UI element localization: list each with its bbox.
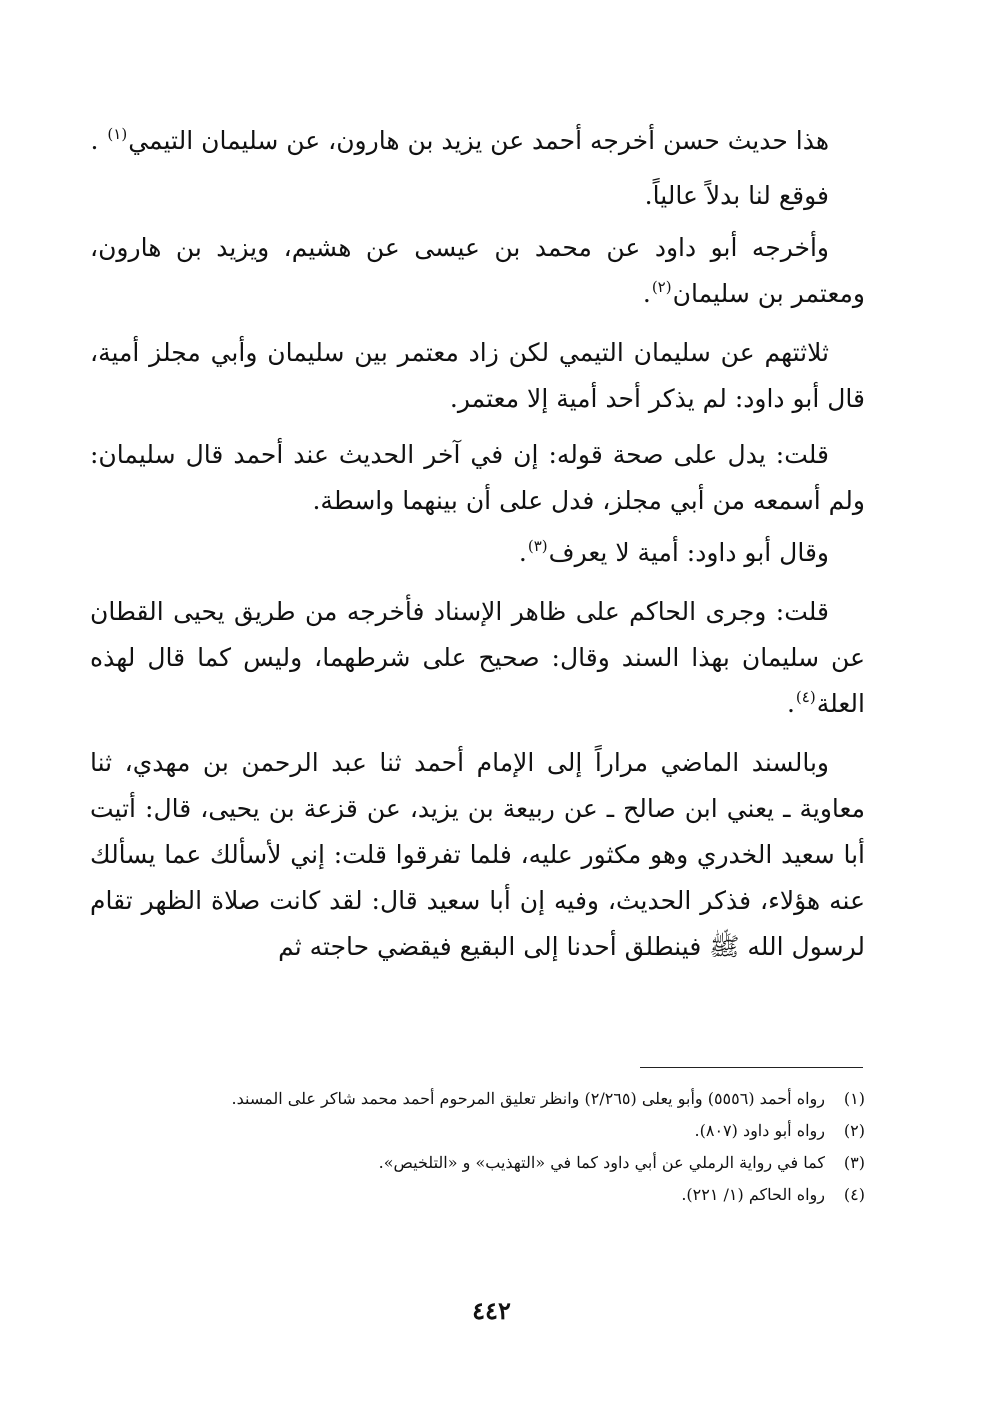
paragraph-text: ثلاثتهم عن سليمان التيمي لكن زاد معتمر بين سليمان وأبي مجلز أمية، قال أبو داود: لم يذكر أحد أمية إلا معتمر. bbox=[90, 338, 865, 413]
paragraph-2 bbox=[90, 173, 865, 219]
footnote-4 bbox=[90, 1179, 865, 1211]
paragraph-1 bbox=[90, 118, 865, 167]
footnote-text: كما في رواية الرملي عن أبي داود كما في «التهذيب» و «التلخيص». bbox=[378, 1153, 825, 1172]
paragraph-text: قلت: وجرى الحاكم على ظاهر الإسناد فأخرجه من طريق يحيى القطان عن سليمان بهذا السند وقال: صحيح على شرطهما، وليس كما قال لهذه العلة bbox=[90, 597, 865, 718]
paragraph-3 bbox=[90, 225, 865, 320]
footnote-number: (٢) bbox=[843, 1121, 865, 1140]
footnote-1 bbox=[90, 1083, 865, 1115]
footnote-number: (٣) bbox=[843, 1153, 865, 1172]
paragraph-text: وقال أبو داود: أمية لا يعرف bbox=[548, 538, 829, 567]
paragraph-text: هذا حديث حسن أخرجه أحمد عن يزيد بن هارون، عن سليمان التيمي bbox=[128, 126, 829, 155]
paragraph-end: . bbox=[642, 279, 651, 308]
main-text bbox=[90, 118, 865, 980]
paragraph-text: وبالسند الماضي مراراً إلى الإمام أحمد ثنا عبد الرحمن بن مهدي، ثنا معاوية ـ يعني ابن صالح ـ عن ربيعة بن يزيد، عن قزعة بن يحيى، قال: أتيت أبا سعيد الخدري وهو مكثور عليه، فلما تفرقوا قلت: إني لأسألك عما يسألك عنه هؤلاء، فذكر الحديث، وفيه إن أبا سعيد قال: لقد كانت صلاة الظهر تقام لرسول الله ﷺ فينطلق أحدنا إلى البقيع فيقضي حاجته ثم bbox=[90, 748, 865, 961]
footnote-3 bbox=[90, 1147, 865, 1179]
paragraph-end: . bbox=[786, 689, 795, 718]
paragraph-text: فوقع لنا بدلاً عالياً. bbox=[644, 181, 829, 210]
footnote-number: (١) bbox=[843, 1089, 865, 1108]
paragraph-8 bbox=[90, 740, 865, 970]
paragraph-text: وأخرجه أبو داود عن محمد بن عيسى عن هشيم، ويزيد بن هارون، ومعتمر بن سليمان bbox=[90, 233, 865, 308]
footnote-marker: (٤) bbox=[795, 688, 816, 706]
footnote-2 bbox=[90, 1115, 865, 1147]
paragraph-5 bbox=[90, 432, 865, 524]
footnote-marker: (٣) bbox=[527, 537, 548, 555]
paragraph-6 bbox=[90, 530, 865, 579]
paragraph-text: قلت: يدل على صحة قوله: إن في آخر الحديث عند أحمد قال سليمان: ولم أسمعه من أبي مجلز، فدل على أن بينهما واسطة. bbox=[90, 440, 865, 515]
footnote-marker: (١) bbox=[107, 125, 128, 143]
footnote-separator bbox=[640, 1067, 863, 1068]
footnotes bbox=[90, 1083, 865, 1211]
paragraph-7 bbox=[90, 589, 865, 730]
footnote-text: رواه الحاكم (١/ ٢٢١). bbox=[681, 1185, 825, 1204]
footnote-text: رواه أبو داود (٨٠٧). bbox=[694, 1121, 825, 1140]
footnote-text: رواه أحمد (٥٥٥٦) وأبو يعلى (٢/٢٦٥) وانظر تعليق المرحوم أحمد محمد شاكر على المسند. bbox=[231, 1089, 825, 1108]
footnote-number: (٤) bbox=[843, 1185, 865, 1204]
footnote-marker: (٢) bbox=[651, 278, 672, 296]
paragraph-end: . bbox=[518, 538, 527, 567]
page-number: ٤٤٢ bbox=[472, 1296, 511, 1325]
paragraph-4 bbox=[90, 330, 865, 422]
paragraph-end: . bbox=[90, 126, 107, 155]
